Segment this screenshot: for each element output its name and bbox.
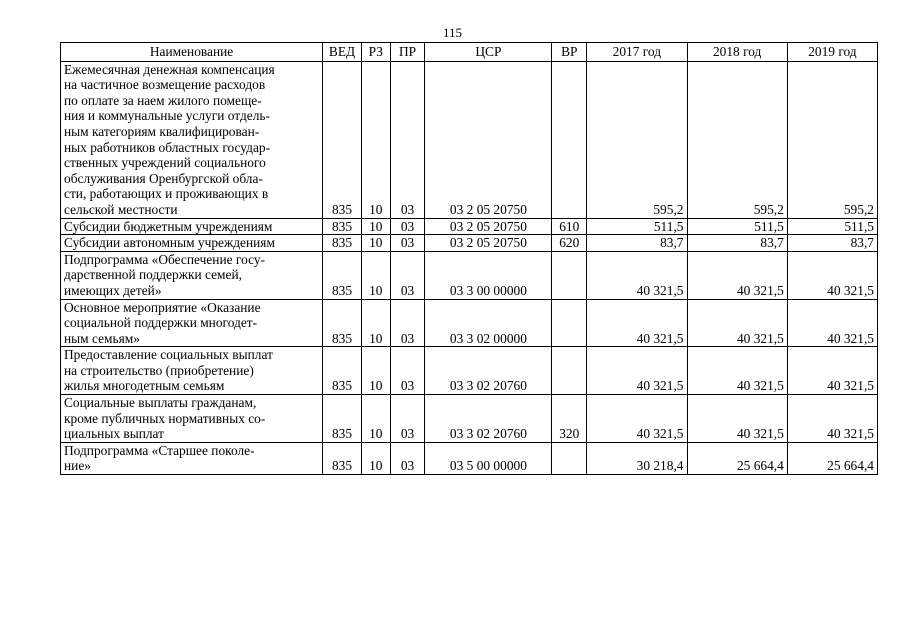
row-2019: 595,2 xyxy=(787,61,877,218)
row-csr: 03 5 00 00000 xyxy=(425,442,552,474)
header-csr: ЦСР xyxy=(425,43,552,62)
row-2017: 30 218,4 xyxy=(587,442,687,474)
row-rz: 10 xyxy=(361,218,390,235)
table-body xyxy=(61,61,878,474)
row-csr: 03 3 02 20760 xyxy=(425,395,552,443)
row-ved: 835 xyxy=(323,395,362,443)
table-row xyxy=(61,218,878,235)
row-name: Субсидии автономным учреждениям xyxy=(61,235,323,252)
row-csr: 03 3 02 20760 xyxy=(425,347,552,395)
row-2017: 40 321,5 xyxy=(587,347,687,395)
row-ved: 835 xyxy=(323,442,362,474)
row-name: Ежемесячная денежная компенсация на частичное возмещение расходов по оплате за наем жилого помеще- ния и коммунальные услуги отдель- ным категориям квалифицирован- ных работников областных государ- ственных учреждений социального обслуживания Оренбургской обла- сти, работающих и проживающих в сельской местности xyxy=(61,61,323,218)
row-2018: 83,7 xyxy=(687,235,787,252)
row-2019: 511,5 xyxy=(787,218,877,235)
row-pr: 03 xyxy=(390,299,425,347)
row-name: Основное мероприятие «Оказание социальной поддержки многодет- ным семьям» xyxy=(61,299,323,347)
row-csr: 03 3 02 00000 xyxy=(425,299,552,347)
row-2019: 83,7 xyxy=(787,235,877,252)
row-ved: 835 xyxy=(323,251,362,299)
row-rz: 10 xyxy=(361,442,390,474)
table-row xyxy=(61,442,878,474)
row-2018: 25 664,4 xyxy=(687,442,787,474)
row-rz: 10 xyxy=(361,299,390,347)
header-pr: ПР xyxy=(390,43,425,62)
row-pr: 03 xyxy=(390,395,425,443)
table-row xyxy=(61,347,878,395)
row-vr: 610 xyxy=(552,218,587,235)
row-rz: 10 xyxy=(361,61,390,218)
row-2017: 595,2 xyxy=(587,61,687,218)
row-2018: 511,5 xyxy=(687,218,787,235)
row-2019: 25 664,4 xyxy=(787,442,877,474)
table-row xyxy=(61,235,878,252)
row-2017: 40 321,5 xyxy=(587,299,687,347)
row-2017: 40 321,5 xyxy=(587,251,687,299)
row-2018: 40 321,5 xyxy=(687,251,787,299)
row-name: Субсидии бюджетным учреждениям xyxy=(61,218,323,235)
row-name: Социальные выплаты гражданам, кроме публичных нормативных со- циальных выплат xyxy=(61,395,323,443)
row-rz: 10 xyxy=(361,251,390,299)
row-pr: 03 xyxy=(390,61,425,218)
row-ved: 835 xyxy=(323,299,362,347)
row-vr xyxy=(552,61,587,218)
header-2017: 2017 год xyxy=(587,43,687,62)
table-row xyxy=(61,395,878,443)
row-2017: 511,5 xyxy=(587,218,687,235)
table-row xyxy=(61,299,878,347)
row-ved: 835 xyxy=(323,61,362,218)
header-row xyxy=(61,43,878,62)
row-csr: 03 2 05 20750 xyxy=(425,235,552,252)
row-2017: 83,7 xyxy=(587,235,687,252)
row-vr xyxy=(552,299,587,347)
row-pr: 03 xyxy=(390,251,425,299)
header-2018: 2018 год xyxy=(687,43,787,62)
header-name: Наименование xyxy=(61,43,323,62)
row-vr xyxy=(552,442,587,474)
row-rz: 10 xyxy=(361,347,390,395)
row-vr: 320 xyxy=(552,395,587,443)
row-2018: 40 321,5 xyxy=(687,395,787,443)
header-ved: ВЕД xyxy=(323,43,362,62)
row-ved: 835 xyxy=(323,347,362,395)
row-2019: 40 321,5 xyxy=(787,347,877,395)
header-rz: РЗ xyxy=(361,43,390,62)
row-name: Предоставление социальных выплат на строительство (приобретение) жилья многодетным семьям xyxy=(61,347,323,395)
row-name: Подпрограмма «Старшее поколе- ние» xyxy=(61,442,323,474)
row-2018: 40 321,5 xyxy=(687,299,787,347)
row-2018: 40 321,5 xyxy=(687,347,787,395)
row-pr: 03 xyxy=(390,442,425,474)
header-2019: 2019 год xyxy=(787,43,877,62)
row-vr xyxy=(552,251,587,299)
row-pr: 03 xyxy=(390,347,425,395)
row-name: Подпрограмма «Обеспечение госу- дарственной поддержки семей, имеющих детей» xyxy=(61,251,323,299)
row-pr: 03 xyxy=(390,235,425,252)
row-csr: 03 2 05 20750 xyxy=(425,218,552,235)
table-row xyxy=(61,251,878,299)
row-2017: 40 321,5 xyxy=(587,395,687,443)
row-2018: 595,2 xyxy=(687,61,787,218)
budget-table xyxy=(60,42,878,475)
table-row xyxy=(61,61,878,218)
row-vr: 620 xyxy=(552,235,587,252)
table-header xyxy=(61,43,878,62)
row-2019: 40 321,5 xyxy=(787,395,877,443)
row-ved: 835 xyxy=(323,218,362,235)
row-rz: 10 xyxy=(361,395,390,443)
header-vr: ВР xyxy=(552,43,587,62)
row-vr xyxy=(552,347,587,395)
page-number: 115 xyxy=(442,25,463,40)
row-2019: 40 321,5 xyxy=(787,299,877,347)
row-csr: 03 2 05 20750 xyxy=(425,61,552,218)
row-2019: 40 321,5 xyxy=(787,251,877,299)
row-rz: 10 xyxy=(361,235,390,252)
row-csr: 03 3 00 00000 xyxy=(425,251,552,299)
row-pr: 03 xyxy=(390,218,425,235)
row-ved: 835 xyxy=(323,235,362,252)
